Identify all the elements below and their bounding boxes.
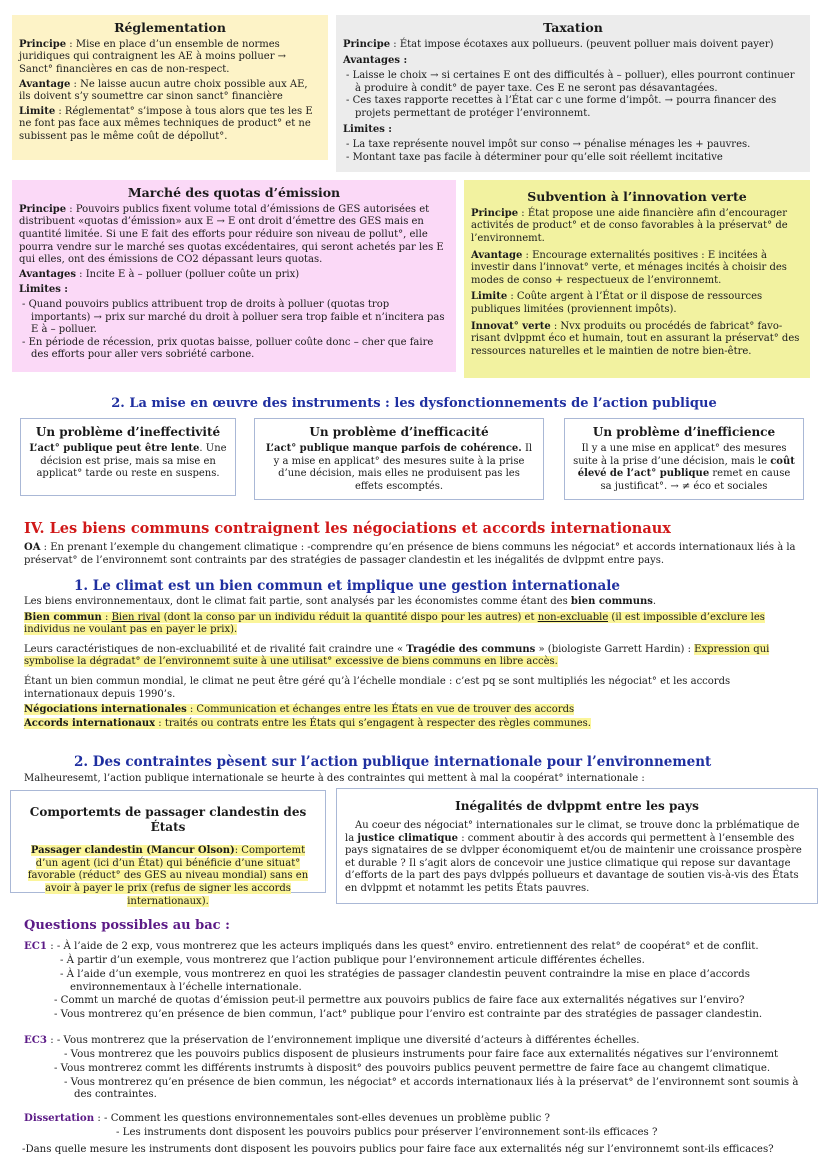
section2-title: 2. La mise en œuvre des instruments : les dysfonctionnements de l’action publique — [111, 396, 717, 411]
inefficience-text: Il y a une mise en applicat° des mesures suite à la prise d’une décision, mais le coût élevé de l’act° publique remet en cause sa justificat°. → ≠ éco et sociales — [573, 443, 795, 492]
inefficience-box — [564, 418, 804, 500]
sub2-title: 2. Des contraintes pèsent sur l’action publique internationale pour l’environnement — [74, 754, 712, 770]
negociations-def: Négociations internationales : Communication et échanges entre les États en vue de trouver des accords — [24, 704, 575, 716]
ec1-label: EC1 — [24, 940, 47, 952]
tragedie-para: Leurs caractéristiques de non-excluabilité et de rivalité fait craindre une « Tragédie des communs » (biologiste Garrett Hardin) : Expression qui symbolise la dégradat° de l’environnemt suite à une utilisat° excessive de biens communs en libre accès. — [24, 643, 770, 668]
reglementation-title: Réglementation — [114, 20, 226, 35]
list-item: - La taxe représente nouvel impôt sur conso → pénalise ménages les + pauvres. — [343, 139, 803, 152]
ec3-label: EC3 — [24, 1034, 47, 1046]
reglementation-principe: Principe : Mise en place d’un ensemble de normes juridiques qui contraignent les AE à moins polluer → Sanct° financières en cas de non-respect. — [19, 38, 287, 75]
quotas-limites-list — [19, 299, 449, 362]
passager-title: Comportemts de passager clandestin des États — [29, 805, 307, 835]
inefficience-title: Un problème d’inefficience — [592, 425, 776, 439]
list-item: - Vous montrerez qu’en présence de bien commun, l’act° publique pour l’enviro est contrainte par des stratégies de passager clandestin. — [54, 1009, 763, 1021]
dissertation-block: Dissertation : - Comment les questions environnementales sont-elles devenues un problème public ? - Les instruments dont disposent les pouvoirs publics pour préserver l’environnement sont-ils efficaces ? — [24, 1112, 814, 1141]
subvention-avantage: Avantage : Encourage externalités positives : E incitées à investir dans l’innovat° verte, et ménages incités à choisir des modes de conso + respectueux de l’environnemt. — [471, 249, 787, 286]
list-item: - Montant taxe pas facile à déterminer pour qu’elle soit réellemt incitative — [343, 152, 803, 165]
quotas-avantages: Avantages : Incite E à – polluer (polluer coûte un prix) — [19, 268, 300, 280]
quotas-box — [12, 180, 456, 372]
reglementation-limite: Limite : Réglementat° s’impose à tous alors que tes les E ne font pas face aux mêmes techniques de product° et ne subissent pas le même coût de dépollut°. — [19, 105, 313, 142]
ec1-block: EC1 : - À l’aide de 2 exp, vous montrerez que les acteurs impliqués dans les quest° enviro. entretiennent des relat° de coopérat° et de conflit. - À partir d’un exemple, vous montrerez que l’action publique pour l’environnement articule différentes échelles. - À l’aide d’un exemple, vous montrerez en quoi les stratégies de passager clandestin peuvent contraindre la mise en place d’accords environnementaux à l’échelle internationale. - Commt un marché de quotas d’émission peut-il permettre aux pouvoirs publics de faire face aux externalités négatives sur l’enviro? - Vous montrerez qu’en présence de bien commun, l’act° publique pour l’enviro est contrainte par des stratégies de passager clandestin. — [24, 940, 814, 1023]
list-item: - Vous montrerez commt les différents instrumts à disposit° des pouvoirs publics peuvent permettre de faire face au changemt climatique. — [54, 1062, 771, 1074]
quotas-principe: Principe : Pouvoirs publics fixent volume total d’émissions de GES autorisées et distribuent «quotas d’émission» aux E → E ont droit d’émettre des GES mais en quantité limitée. Si une E fait des efforts pour réduire son niveau de pollut°, elle pourra vendre sur le marché ses quotas excédentaires, qui seront achetés par les E qui elles, ont des émissions de CO2 dépassant leurs quotas. — [19, 203, 444, 266]
last-question: -Dans quelle mesure les instruments dont disposent les pouvoirs publics pour faire face aux externalités nég sur l’environnemt sont-ils efficaces? — [22, 1144, 774, 1155]
quotas-limites-label: Limites : — [19, 284, 69, 296]
biens-env-para: Les biens environnementaux, dont le climat fait partie, sont analysés par les économistes comme étant des bien communs. — [24, 596, 657, 607]
list-item: - Vous montrerez que les pouvoirs publics disposent de plusieurs instruments pour faire face aux externalités négatives sur l’environnemt — [64, 1048, 779, 1060]
taxation-limites-list — [343, 139, 803, 164]
passager-text: Passager clandestin (Mancur Olson): Comportemt d’un agent (ici d’un État) qui bénéficie d’une situat° favorable (réduct° des GES au niveau mondial) sans en avoir à payer le prix (refus de signer les accords internationaux). — [27, 845, 309, 907]
subvention-innovation: Innovat° verte : Nvx produits ou procédés de fabricat° favo-risant dvlppmt éco et humain, tout en assurant la préservat° des ressources naturelles et le maintien de notre bien-être. — [471, 320, 800, 357]
bien-commun-def: Bien commun : Bien rival (dont la conso par un individu réduit la quantité dispo pour les autres) et non-excluable (il est impossible d’exclure les individus ne voulant pas en payer le prix). — [24, 611, 765, 636]
list-item: - En période de récession, prix quotas baisse, polluer coûte donc – cher que faire des efforts pour aller vers sobriété carbone. — [19, 337, 449, 362]
ineffectivite-text: L’act° publique peut être lente. Une décision est prise, mais sa mise en applicat° tarde ou reste en suspens. — [29, 443, 227, 480]
list-item: - Ces taxes rapporte recettes à l’État car c une forme d’impôt. → pourra financer des projets permettant de protéger l’environnemt. — [343, 95, 803, 120]
taxation-box — [336, 15, 810, 172]
list-item: - Laisse le choix → si certaines E ont des difficultés à – polluer), elles pourront continuer à produire à condit° de payer taxe. Ces E ne seront pas désavantagées. — [343, 70, 803, 95]
subvention-title: Subvention à l’innovation verte — [527, 189, 747, 204]
list-item: - Les instruments dont disposent les pouvoirs publics pour préserver l’environnement sont-ils efficaces ? — [116, 1126, 658, 1138]
taxation-avantages-label: Avantages : — [343, 55, 408, 67]
list-item: - Quand pouvoirs publics attribuent trop de droits à polluer (quotas trop importants) → prix sur marché du droit à polluer sera trop faible et n’incitera pas E à – polluer. — [19, 299, 449, 337]
part4-title: IV. Les biens communs contraignent les négociations et accords internationaux — [24, 520, 671, 537]
taxation-avantages-list — [343, 70, 803, 120]
mondial-para: Étant un bien commun mondial, le climat ne peut être géré qu’à l’échelle mondiale : c’est pq se sont multipliés les négociat° et les accords internationaux depuis 1990’s. — [24, 675, 731, 700]
ineffectivite-box — [20, 418, 236, 496]
inegalites-text: Au coeur des négociat° internationales sur le climat, se trouve donc la prblématique de la justice climatique : comment aboutir à des accords qui permettent à l’ensemble des pays signataires de se dvlpper économiquemt et/ou de maintenir une croissance prospère et durable ? Il s’agit alors de concevoir une justice climatique qui repose sur davantage d’efforts de la part des pays dvlppés pollueurs et davantage de soutien vis-à-vis des États en dvlppmt et notammt les petits États pauvres. — [345, 820, 802, 895]
sub1-title: 1. Le climat est un bien commun et implique une gestion internationale — [74, 578, 620, 594]
list-item: - Vous montrerez qu’en présence de bien commun, les négociat° et accords internationaux liés à la préservat° de l’environnemt sont soumis à des contraintes. — [64, 1076, 799, 1101]
subvention-principe: Principe : État propose une aide financière afin d’encourager activités de product° et de conso favorables à la préservat° de l’environnemt. — [471, 207, 788, 244]
accords-def: Accords internationaux : traités ou contrats entre les États qui s’engagent à respecter des règles communes. — [24, 717, 591, 729]
inefficacite-text: L’act° publique manque parfois de cohérence. Il y a mise en applicat° des mesures suite à la prise d’une décision, mais elles ne produisent pas les effets escomptés. — [265, 443, 533, 492]
part4-oa: OA : En prenant l’exemple du changement climatique : -comprendre qu’en présence de biens communs les négociat° et accords internationaux liés à la préservat° de l’environnemt sont contraints par des stratégies de passager clandestin et les inégalités de dvlppmt entre pays. — [24, 542, 796, 566]
sub1-body — [24, 596, 804, 733]
taxation-principe: Principe : État impose écotaxes aux pollueurs. (peuvent polluer mais doivent payer) — [343, 38, 774, 50]
inegalites-box — [336, 788, 818, 904]
ineffectivite-title: Un problème d’ineffectivité — [35, 425, 221, 439]
subvention-limite: Limite : Coûte argent à l’État or il dispose de ressources publiques limitées (proviennent impôts). — [471, 291, 763, 315]
inefficacite-box — [254, 418, 544, 500]
ec3-block: EC3 : - Vous montrerez que la préservation de l’environnement implique une diversité d’acteurs à différentes échelles. - Vous montrerez que les pouvoirs publics disposent de plusieurs instruments pour faire face aux externalités négatives sur l’environnemt - Vous montrerez commt les différents instrumts à disposit° des pouvoirs publics peuvent permettre de faire face au changemt climatique. - Vous montrerez qu’en présence de bien commun, les négociat° et accords internationaux liés à la préservat° de l’environnemt sont soumis à des contraintes. — [24, 1034, 814, 1103]
questions-title: Questions possibles au bac : — [24, 918, 230, 933]
reglementation-box — [12, 15, 328, 160]
list-item: - Commt un marché de quotas d’émission peut-il permettre aux pouvoirs publics de faire face aux externalités négatives sur l’enviro? — [54, 995, 745, 1007]
list-item: - À partir d’un exemple, vous montrerez que l’action publique pour l’environnement articule différentes échelles. — [60, 954, 645, 966]
reglementation-avantage: Avantage : Ne laisse aucun autre choix possible aux AE, ils doivent s’y soumettre car sinon sanct° financière — [19, 78, 308, 103]
inefficacite-title: Un problème d’inefficacité — [309, 425, 489, 439]
dissertation-label: Dissertation — [24, 1112, 95, 1124]
passager-box — [10, 790, 326, 907]
list-item: - À l’aide d’un exemple, vous montrerez en quoi les stratégies de passager clandestin peuvent contraindre la mise en place d’accords environnementaux à l’échelle internationale. — [60, 968, 750, 993]
quotas-title: Marché des quotas d’émission — [127, 185, 341, 200]
subvention-box — [464, 180, 810, 378]
taxation-title: Taxation — [543, 20, 603, 35]
sub2-intro: Malheuresemt, l’action publique internationale se heurte à des contraintes qui mettent à mal la coopérat° internationale : — [24, 773, 645, 784]
taxation-limites-label: Limites : — [343, 124, 393, 136]
inegalites-title: Inégalités de dvlppmt entre les pays — [455, 799, 699, 813]
